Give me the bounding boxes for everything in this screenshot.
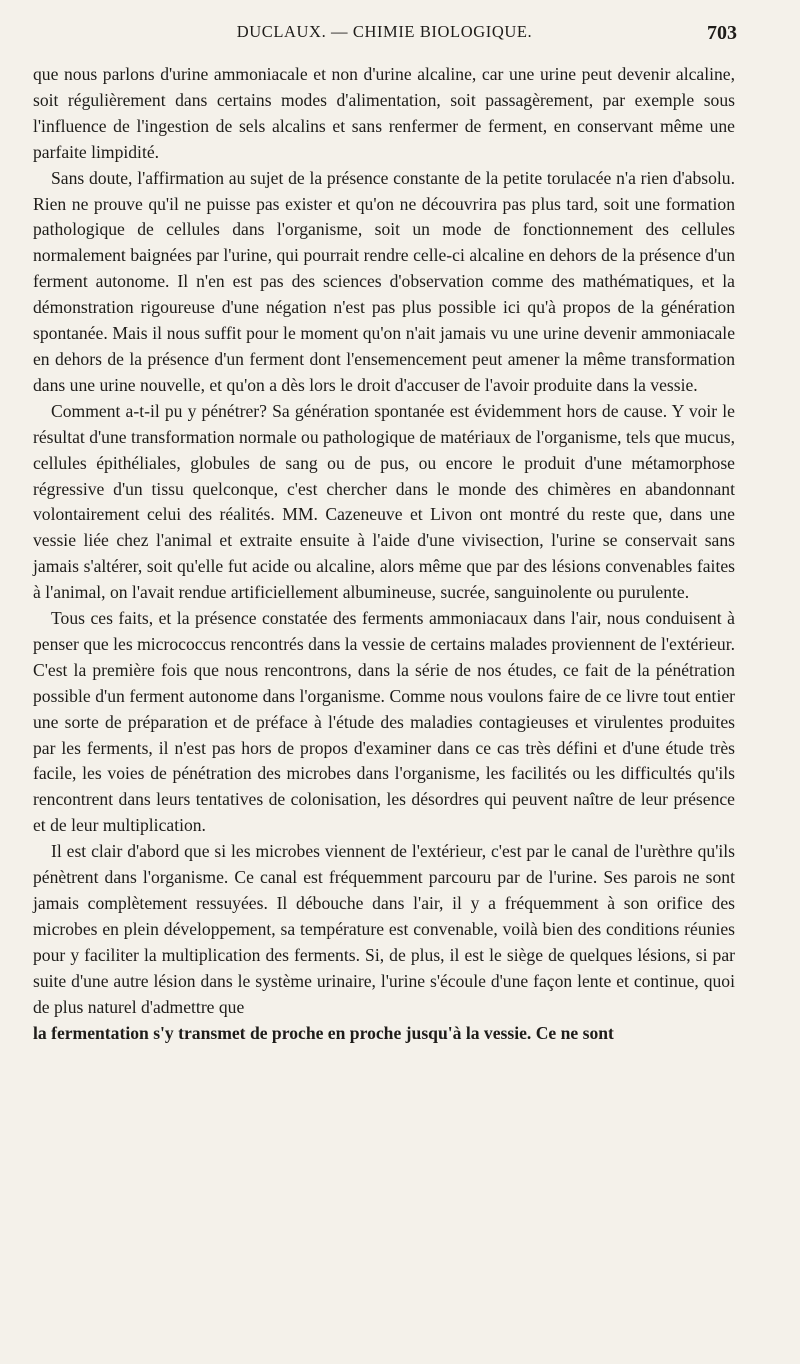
paragraph: Comment a-t-il pu y pénétrer? Sa génération spontanée est évidemment hors de cause. Y voir le résultat d'une transformation normale ou pathologique de matériaux de l'organisme, tels que mucus, cellules épithéliales, globules de sang ou de pus, ou encore le produit d'une métamorphose régressive d'un tissu quelconque, c'est chercher dans le monde des chimères en abandonnant volontairement celui des réalités. MM. Cazeneuve et Livon ont montré du reste que, dans une vessie liée chez l'animal et extraite ensuite à l'aide d'une vivisection, l'urine se conservait sans jamais s'altérer, soit qu'elle fut acide ou alcaline, alors même que par des lésions convenables faites à l'animal, on l'avait rendue artificiellement albumineuse, sucrée, sanguinolente ou purulente. [33, 400, 735, 603]
page-number: 703 [707, 22, 737, 44]
page-header [32, 22, 737, 52]
running-title: DUCLAUX. — CHIMIE BIOLOGIQUE. [236, 22, 533, 41]
paragraph-continuation: la fermentation s'y transmet de proche en proche jusqu'à la vessie. Ce ne sont [33, 1022, 614, 1043]
paragraph: Sans doute, l'affirmation au sujet de la présence constante de la petite torulacée n'a rien d'absolu. Rien ne prouve qu'il ne puisse pas exister et qu'on ne découvrira pas plus tard, soit une formation pathologique de cellules dans l'organisme, soit un mode de fonctionnement des cellules normalement baignées par l'urine, qui pourrait rendre celle-ci alcaline en dehors de la présence d'un ferment autonome. Il n'en est pas des sciences d'observation comme des mathématiques, et la démonstration rigoureuse d'une négation n'est pas plus possible ici qu'à propos de la génération spontanée. Mais il nous suffit pour le moment qu'on n'ait jamais vu une urine devenir ammoniacale en dehors de la présence d'un ferment dont l'ensemencement peut amener la même transformation dans une urine nouvelle, et qu'on a dès lors le droit d'accuser de l'avoir produite dans la vessie. [33, 167, 735, 395]
body-text [33, 62, 735, 1046]
paragraph: Tous ces faits, et la présence constatée des ferments ammoniacaux dans l'air, nous conduisent à penser que les micrococcus rencontrés dans la vessie de certains malades proviennent de l'extérieur. C'est la première fois que nous rencontrons, dans la série de nos études, ce fait de la pénétration possible d'un ferment autonome dans l'organisme. Comme nous voulons faire de ce livre tout entier une sorte de préparation et de préface à l'étude des maladies contagieuses et virulentes produites par les ferments, il n'est pas hors de propos d'examiner dans ce cas très défini et d'une étude très facile, les voies de pénétration des microbes dans l'organisme, les facilités ou les difficultés qu'ils rencontrent dans leurs tentatives de colonisation, les désordres qui peuvent naître de leur présence et de leur multiplication. [33, 608, 735, 836]
paragraph: que nous parlons d'urine ammoniacale et non d'urine alcaline, car une urine peut devenir alcaline, soit régulièrement dans certains modes d'alimentation, soit passagèrement, par exemple sous l'influence de l'ingestion de sels alcalins et sans renfermer de ferment, en conservant même une parfaite limpidité. [33, 64, 735, 162]
paragraph: Il est clair d'abord que si les microbes viennent de l'extérieur, c'est par le canal de l'urèthre qu'ils pénètrent dans l'organisme. Ce canal est fréquemment parcouru par de l'urine. Ses parois ne sont jamais complètement ressuyées. Il débouche dans l'air, il y a fréquemment à son orifice des microbes en plein développement, sa température est convenable, voilà bien des conditions réunies pour y faciliter la multiplication des ferments. Si, de plus, il est le siège de quelques lésions, si par suite d'une autre lésion dans le système urinaire, l'urine s'écoule d'une façon lente et continue, quoi de plus naturel d'admettre que [33, 841, 735, 1017]
